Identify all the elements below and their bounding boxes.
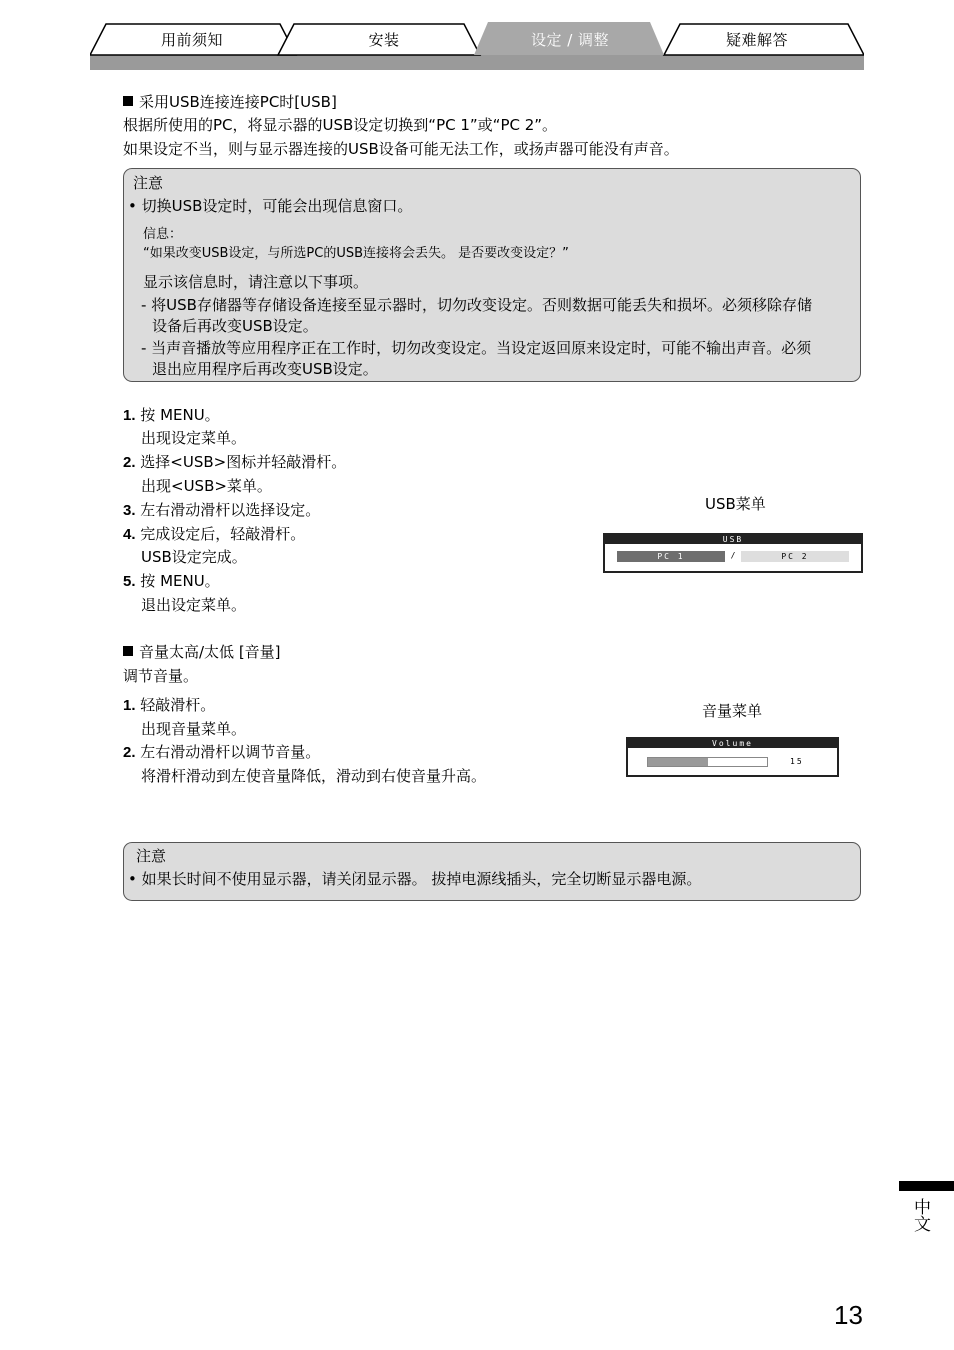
usb-intro-line1: 根据所使用的PC，将显示器的USB设定切换到“PC 1”或“PC 2”。 (123, 116, 558, 134)
usb-option-pc2: PC 2 (741, 551, 849, 562)
usb-step-5: 5. 按 MENU。 (123, 572, 220, 590)
note-item1-line2: 设备后再改变USB设定。 (152, 317, 318, 335)
tab-setting-adjustment[interactable]: 设定 / 调整 (530, 31, 610, 49)
usb-step-5-sub: 退出设定菜单。 (141, 596, 247, 614)
volume-step-1: 1. 轻敲滑杆。 (123, 696, 216, 714)
note-item2-line2: 退出应用程序后再改变USB设定。 (152, 360, 378, 378)
usb-step-2-sub: 出现<USB>菜单。 (141, 477, 272, 495)
volume-step-1-sub: 出现音量菜单。 (141, 720, 247, 738)
volume-step-2-sub: 将滑杆滑动到左使音量降低，滑动到右使音量升高。 (141, 767, 487, 785)
language-label: 中文 (910, 1198, 930, 1232)
usb-heading: 采用USB连接连接PC时[USB] (123, 92, 337, 112)
note-box-power (123, 842, 861, 901)
tab-troubleshooting[interactable]: 疑难解答 (725, 31, 788, 49)
square-bullet-icon (123, 96, 133, 106)
info-label: 信息： (143, 227, 183, 242)
note-bullet: • 切换USB设定时，可能会出现信息窗口。 (128, 197, 413, 215)
tab-before-use[interactable]: 用前须知 (160, 31, 223, 49)
usb-intro-line2: 如果设定不当，则与显示器连接的USB设备可能无法工作，或扬声器可能没有声音。 (123, 140, 679, 158)
volume-step-2: 2. 左右滑动滑杆以调节音量。 (123, 743, 321, 761)
section-tabs (90, 22, 864, 70)
volume-value: 15 (790, 757, 804, 766)
display-note: 显示该信息时，请注意以下事项。 (143, 273, 369, 291)
note-bullet: • 如果长时间不使用显示器，请关闭显示器。 拔掉电源线插头，完全切断显示器电源。 (128, 870, 702, 888)
note-box-usb (123, 168, 861, 382)
usb-option-separator: / (730, 551, 738, 560)
square-bullet-icon (123, 646, 133, 656)
volume-intro: 调节音量。 (123, 667, 199, 685)
usb-step-1-sub: 出现设定菜单。 (141, 429, 247, 447)
note-title: 注意 (133, 174, 164, 192)
volume-menu-osd (626, 737, 839, 777)
usb-menu-title: USB (605, 535, 861, 544)
usb-option-pc1: PC 1 (617, 551, 725, 562)
volume-level-fill (648, 758, 708, 766)
note-item1-line1: - 将USB存储器等存储设备连接至显示器时，切勿改变设定。否则数据可能丢失和损坏。必须移除存储 (141, 296, 812, 314)
volume-heading: 音量太高/太低 [音量] (123, 642, 281, 662)
usb-menu-caption: USB菜单 (705, 495, 766, 513)
tab-installation[interactable]: 安装 (368, 31, 400, 49)
note-title: 注意 (136, 847, 167, 865)
usb-step-1: 1. 按 MENU。 (123, 406, 220, 424)
usb-menu-osd (603, 533, 863, 573)
usb-step-3: 3. 左右滑动滑杆以选择设定。 (123, 501, 321, 519)
info-text: “如果改变USB设定，与所选PC的USB连接将会丢失。 是否要改变设定？” (143, 246, 569, 261)
usb-step-4-sub: USB设定完成。 (141, 548, 247, 566)
language-marker-bar (899, 1181, 954, 1191)
usb-step-2: 2. 选择<USB>图标并轻敲滑杆。 (123, 453, 347, 471)
note-item2-line1: - 当声音播放等应用程序正在工作时，切勿改变设定。当设定返回原来设定时，可能不输出声音。必须 (141, 339, 812, 357)
page-number: 13 (834, 1300, 863, 1330)
volume-level-track (647, 757, 768, 767)
usb-step-4: 4. 完成设定后，轻敲滑杆。 (123, 525, 306, 543)
volume-menu-title: Volume (628, 739, 837, 748)
volume-menu-caption: 音量菜单 (702, 702, 763, 720)
